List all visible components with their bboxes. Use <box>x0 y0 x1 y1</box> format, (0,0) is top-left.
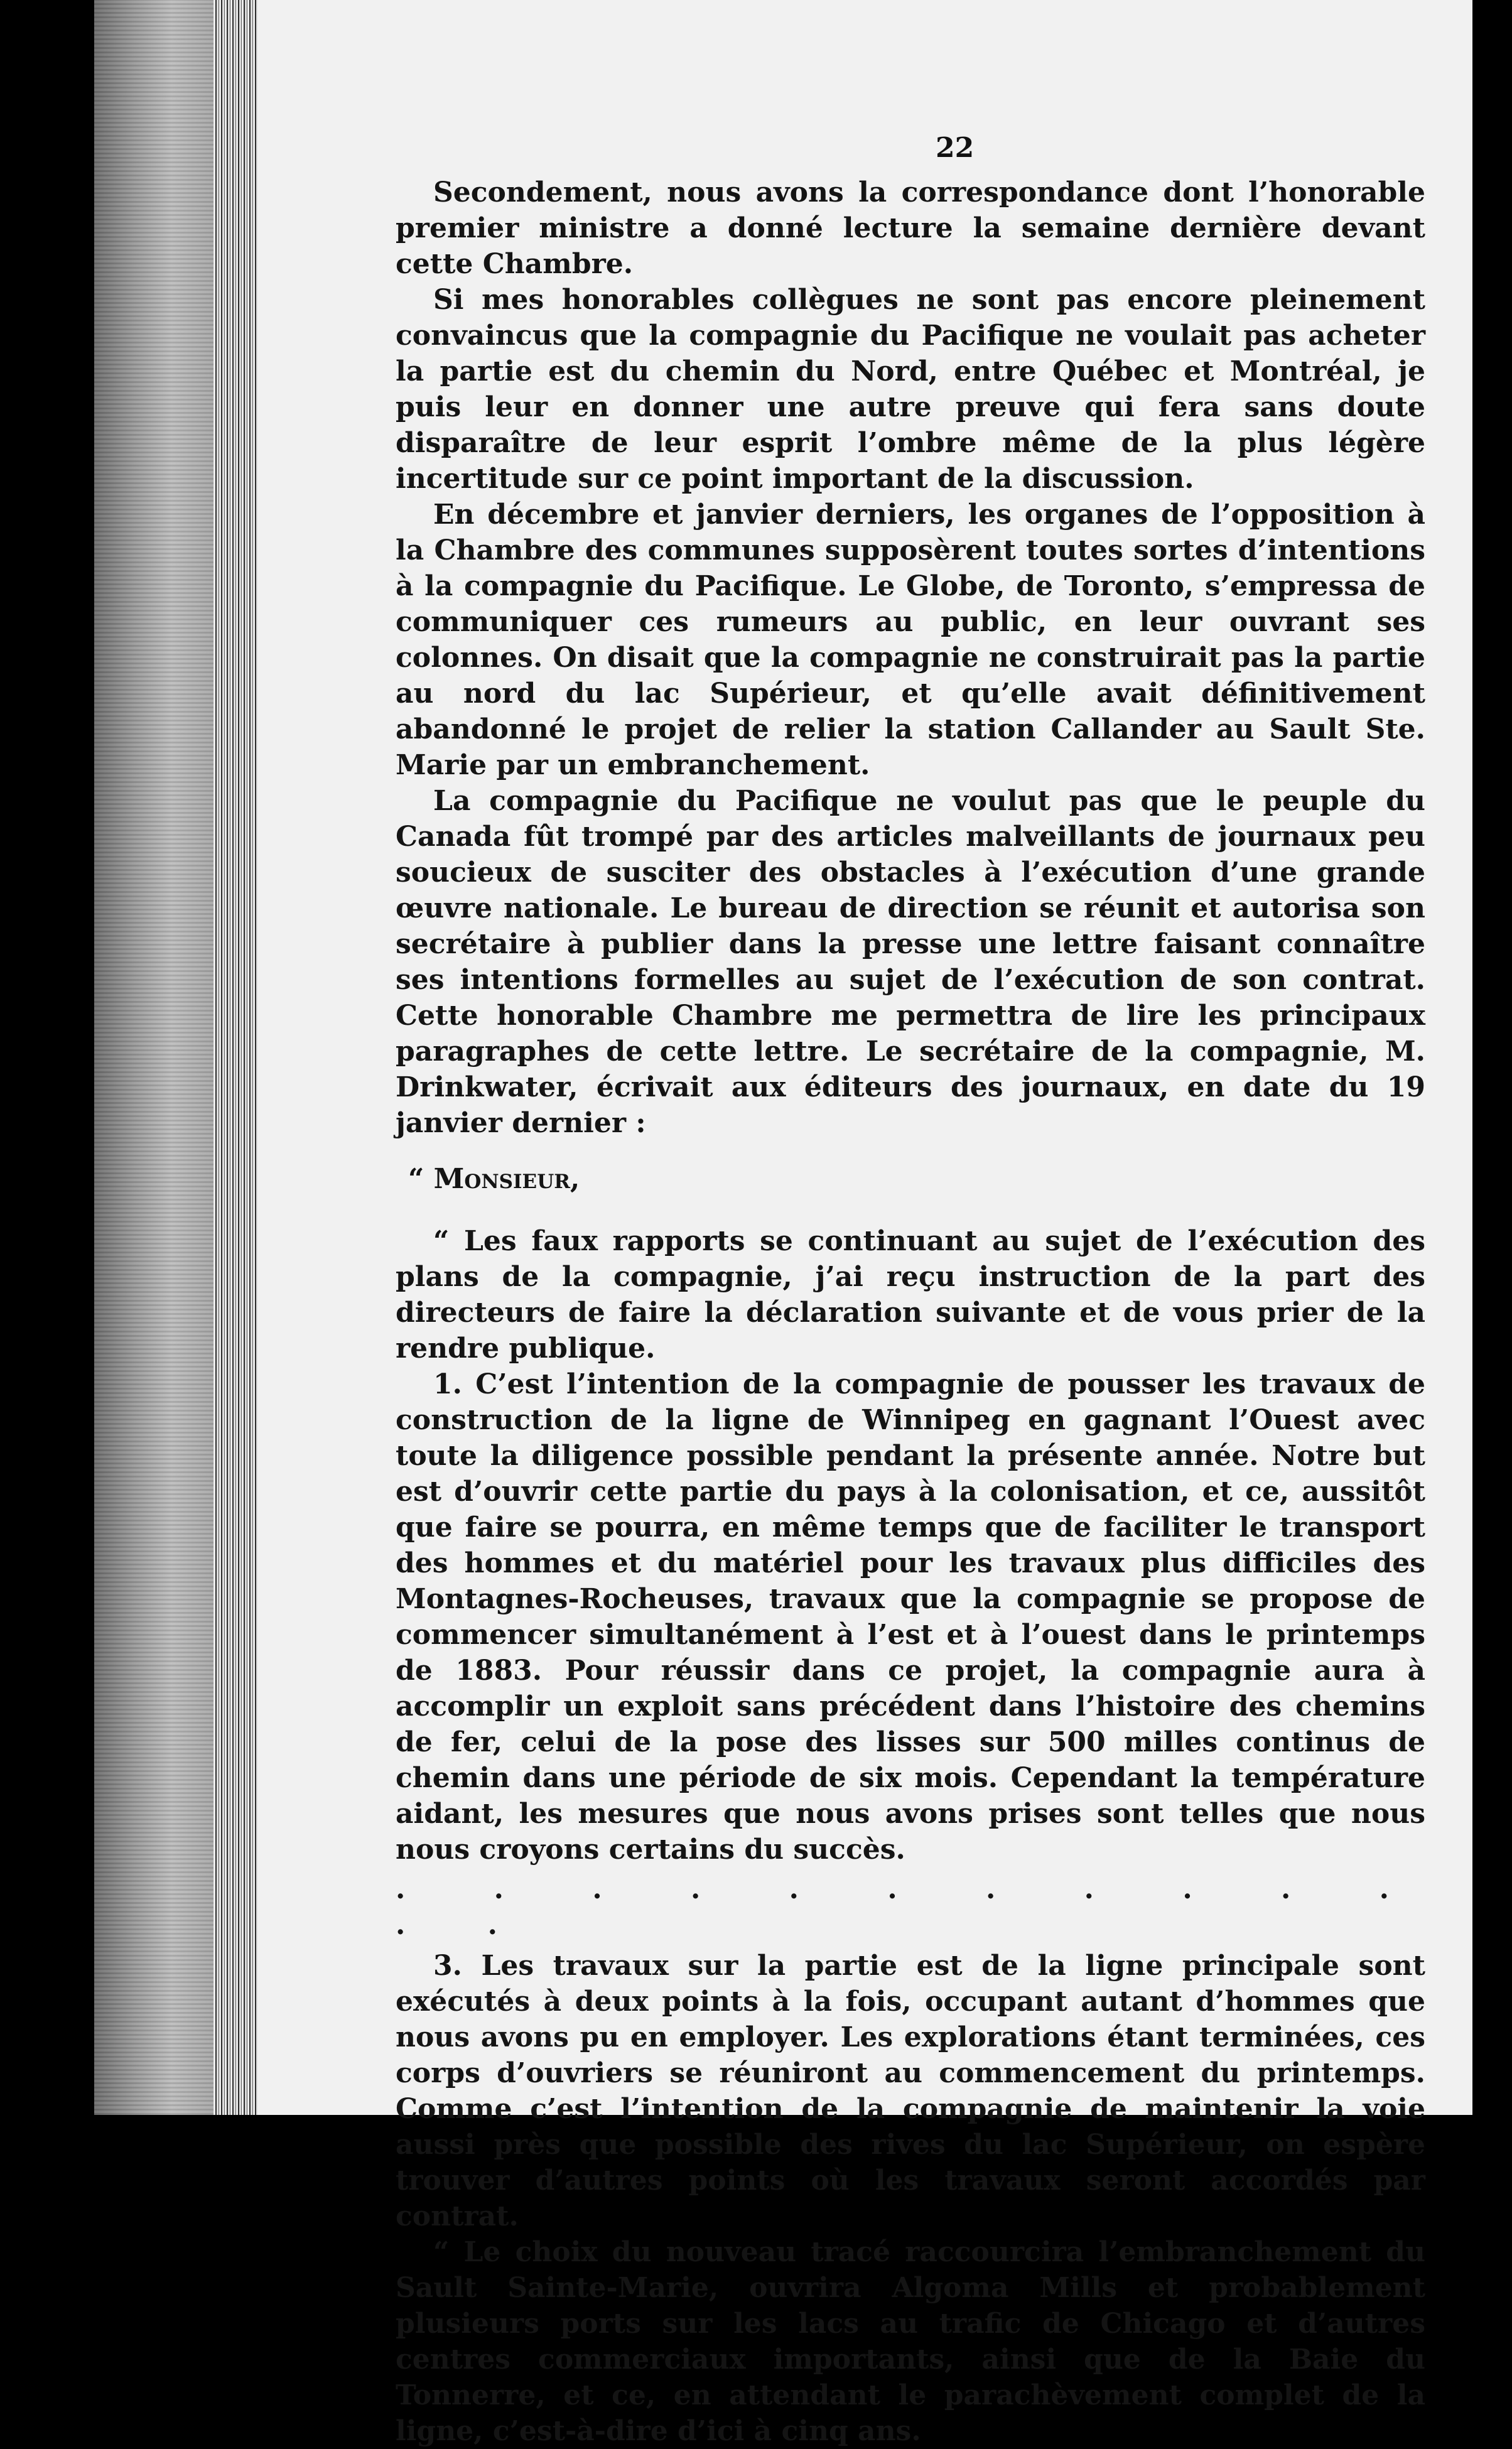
book-spine <box>94 0 213 2115</box>
page-number: 22 <box>936 132 975 164</box>
paragraph: En décembre et janvier derniers, les organes de l’opposition à la Chambre des communes supposèrent toutes sortes d’intentions à la compagnie du Pacifique. Le Globe, de Toronto, s’empressa de communiquer ces rumeurs au public, en leur ouvrant ses colonnes. On disait que la compagnie ne construirait pas la partie au nord du lac Supérieur, et qu’elle avait définitivement abandonné le projet de relier la station Callander au Sault Ste. Marie par un embranchement. <box>396 499 1425 781</box>
letter-paragraph: 1. C’est l’intention de la compagnie de pousser les travaux de construction de la ligne de Winnipeg en gagnant l’Ouest avec toute la diligence possible pendant la présente année. Notre but est d’ouvrir cette partie du pays à la colonisation, et ce, aussitôt que faire se pourra, en même temps que de faciliter le transport des hommes et du matériel pour les travaux plus difficiles des Montagnes-Rocheuses, travaux que la compagnie se propose de commencer simultanément à l’est et à l’ouest dans le printemps de 1883. Pour réussir dans ce projet, la compagnie aura à accomplir un exploit sans précédent dans l’histoire des chemins de fer, celui de la pose des lisses sur 500 milles continus de chemin dans une période de six mois. Cependant la température aidant, les mesures que nous avons prises sont telles que nous nous croyons certains du succès. <box>396 1368 1425 1866</box>
page-edges <box>213 0 257 2115</box>
page-text <box>396 175 1425 2449</box>
letter-salutation: “ Monsieur, <box>408 1163 580 1195</box>
ellipsis-line: . . . . . . . . . . . . . <box>396 1873 1425 1941</box>
paragraph: La compagnie du Pacifique ne voulut pas que le peuple du Canada fût trompé par des articles malveillants de journaux peu soucieux de susciter des obstacles à l’exécution d’une grande œuvre nationale. Le bureau de direction se réunit et autorisa son secrétaire à publier dans la presse une lettre faisant connaître ses intentions formelles au sujet de l’exécution de son contrat. Cette honorable Chambre me permettra de lire les principaux paragraphes de cette lettre. Le secrétaire de la compagnie, M. Drinkwater, écrivait aux éditeurs des journaux, en date du 19 janvier dernier : <box>396 785 1425 1139</box>
letter-paragraph: 3. Les travaux sur la partie est de la ligne principale sont exécutés à deux points à la fois, occupant autant d’hommes que nous avons pu en employer. Les explorations étant terminées, ces corps d’ouvriers se réuniront au commencement du printemps. Comme c’est l’intention de la compagnie de maintenir la voie aussi près que possible des rives du lac Supérieur, on espère trouver d’autres points où les travaux seront accordés par contrat. <box>396 1950 1425 2232</box>
paragraph: Si mes honorables collègues ne sont pas encore pleinement convaincus que la compagnie du Pacifique ne voulait pas acheter la partie est du chemin du Nord, entre Québec et Montréal, je puis leur en donner une autre preuve qui fera sans doute disparaître de leur esprit l’ombre même de la plus légère incertitude sur ce point important de la discussion. <box>396 284 1425 495</box>
paragraph: Secondement, nous avons la correspondance dont l’honorable premier ministre a donné lecture la semaine dernière devant cette Chambre. <box>396 176 1425 280</box>
letter-paragraph: “ Les faux rapports se continuant au sujet de l’exécution des plans de la compagnie, j’ai reçu instruction de la part des directeurs de faire la déclaration suivante et de vous prier de la rendre publique. <box>396 1225 1425 1365</box>
letter-paragraph: “ Le choix du nouveau tracé raccourcira l’embranchement du Sault Sainte-Marie, ouvrira Algoma Mills et probablement plusieurs ports sur les lacs au trafic de Chicago et d’autres centres commerciaux importants, ainsi que de la Baie du Tonnerre, et ce, en attendant le parachèvement complet de la ligne, c’est-à-dire d’ici à cinq ans. <box>396 2236 1425 2447</box>
